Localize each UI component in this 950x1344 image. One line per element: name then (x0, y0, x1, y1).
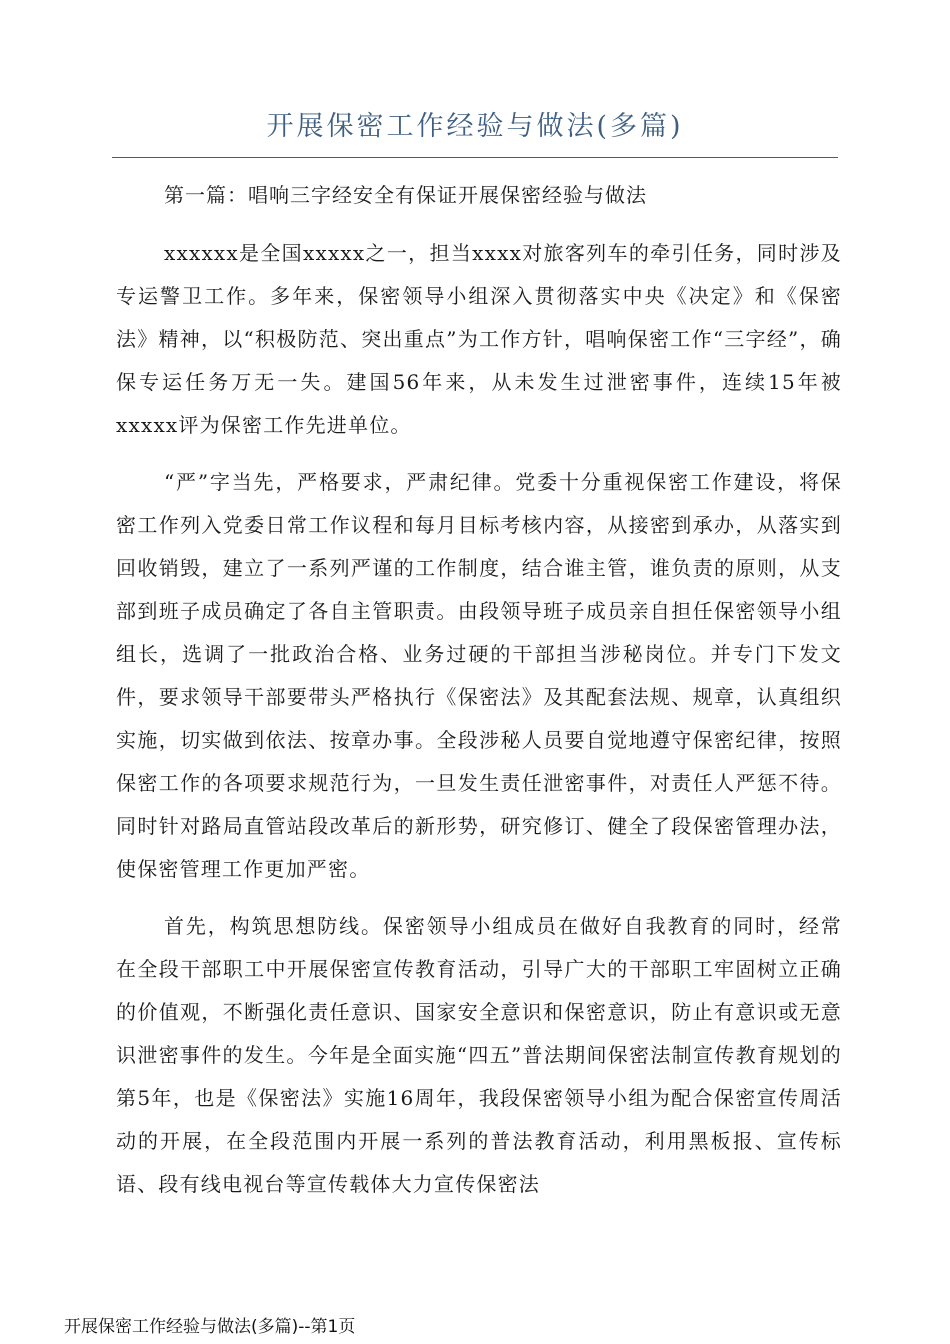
document-title: 开展保密工作经验与做法(多篇) (266, 111, 684, 142)
title-divider (112, 157, 838, 158)
document-body (116, 176, 842, 1220)
paragraph-3: 首先，构筑思想防线。保密领导小组成员在做好自我教育的同时，经常在全段干部职工中开展保密宣传教育活动，引导广大的干部职工牢固树立正确的价值观，不断强化责任意识、国家安全意识和保密意识，防止有意识或无意识泄密事件的发生。今年是全面实施“四五”普法期间保密法制宣传教育规划的第5年，也是《保密法》实施16周年，我段保密领导小组为配合保密宣传周活动的开展，在全段范围内开展一系列的普法教育活动，利用黑板报、宣传标语、段有线电视台等宣传载体大力宣传保密法 (116, 914, 842, 1196)
paragraph-2: “严”字当先，严格要求，严肃纪律。党委十分重视保密工作建设，将保密工作列入党委日常工作议程和每月目标考核内容，从接密到承办，从落实到回收销毁，建立了一系列严谨的工作制度，结合谁主管，谁负责的原则，从支部到班子成员确定了各自主管职责。由段领导班子成员亲自担任保密领导小组组长，选调了一批政治合格、业务过硬的干部担当涉秘岗位。并专门下发文件，要求领导干部要带头严格执行《保密法》及其配套法规、规章，认真组织实施，切实做到依法、按章办事。全段涉秘人员要自觉地遵守保密纪律，按照保密工作的各项要求规范行为，一旦发生责任泄密事件，对责任人严惩不待。同时针对路局直管站段改革后的新形势，研究修订、健全了段保密管理办法，使保密管理工作更加严密。 (116, 470, 842, 881)
page-footer: 开展保密工作经验与做法(多篇)--第1页 (64, 1317, 356, 1337)
paragraph-1: xxxxxx是全国xxxxx之一，担当xxxx对旅客列车的牵引任务，同时涉及专运警卫工作。多年来，保密领导小组深入贯彻落实中央《决定》和《保密法》精神，以“积极防范、突出重点”为工作方针，唱响保密工作“三字经”，确保专运任务万无一失。建国56年来，从未发生过泄密事件，连续15年被xxxxx评为保密工作先进单位。 (116, 241, 842, 437)
section-heading: 第一篇：唱响三字经安全有保证开展保密经验与做法 (164, 183, 647, 207)
